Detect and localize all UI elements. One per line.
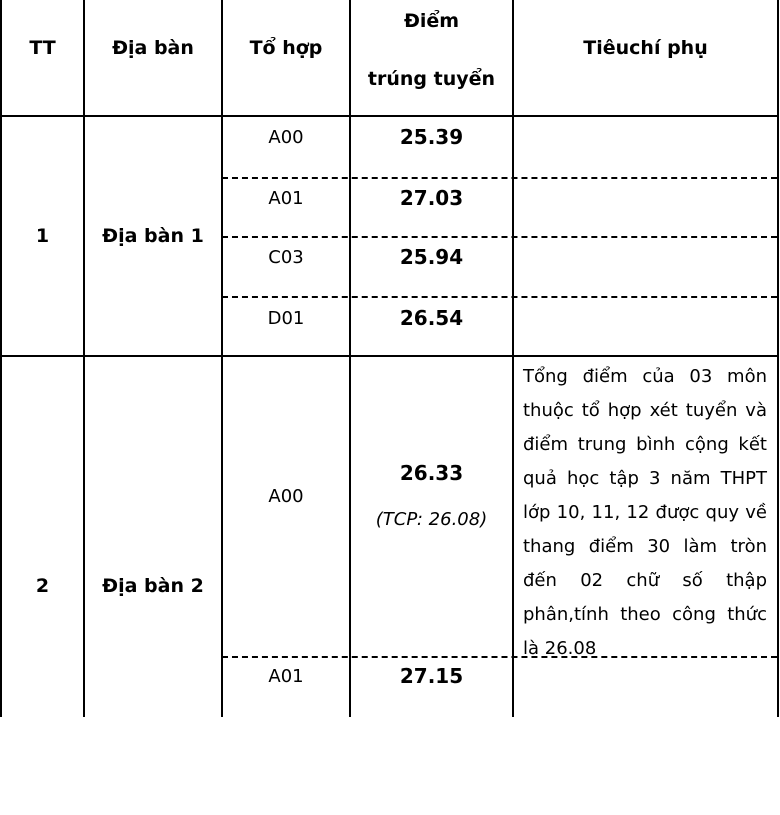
combo-code: A00 <box>268 126 304 148</box>
grid-line <box>777 0 779 717</box>
header-area: Địa bàn <box>112 37 194 59</box>
admission-score: 27.03 <box>399 186 464 210</box>
row-number: 1 <box>35 225 50 247</box>
admission-score: 26.33 <box>399 460 464 485</box>
grid-line <box>512 0 514 717</box>
admission-score-block <box>351 440 512 550</box>
row-number: 2 <box>35 575 50 597</box>
combo-code: C03 <box>268 246 304 268</box>
header-score-line2: trúng tuyển <box>367 68 496 90</box>
header-combo: Tổ hợp <box>249 37 323 59</box>
header-criteria: Tiêuchí phụ <box>583 37 708 59</box>
admission-score: 25.94 <box>399 245 464 269</box>
combo-code: A00 <box>268 485 304 507</box>
admission-score: 26.54 <box>399 306 464 330</box>
header-tt: TT <box>29 37 56 59</box>
combo-code: D01 <box>267 307 305 329</box>
area-name: Địa bàn 2 <box>102 575 204 597</box>
criteria-note: Tổng điểm của 03 môn thuộc tổ hợp xét tuyển và điểm trung bình cộng kết quả học tập 3 năm THPT lớp 10, 11, 12 được quy về thang điểm 30 làm tròn đến 02 chữ số thập phân,tính theo công thức là 26.08 <box>523 366 767 659</box>
area-name: Địa bàn 1 <box>102 225 204 247</box>
grid-line <box>221 0 223 717</box>
combo-code: A01 <box>268 187 304 209</box>
header-score-line1: Điểm <box>403 10 460 32</box>
header-score <box>351 0 512 108</box>
tcp-score: (TCP: 26.08) <box>375 508 488 530</box>
combo-code: A01 <box>268 665 304 687</box>
admission-score: 25.39 <box>399 125 464 149</box>
admission-score: 27.15 <box>399 664 464 688</box>
